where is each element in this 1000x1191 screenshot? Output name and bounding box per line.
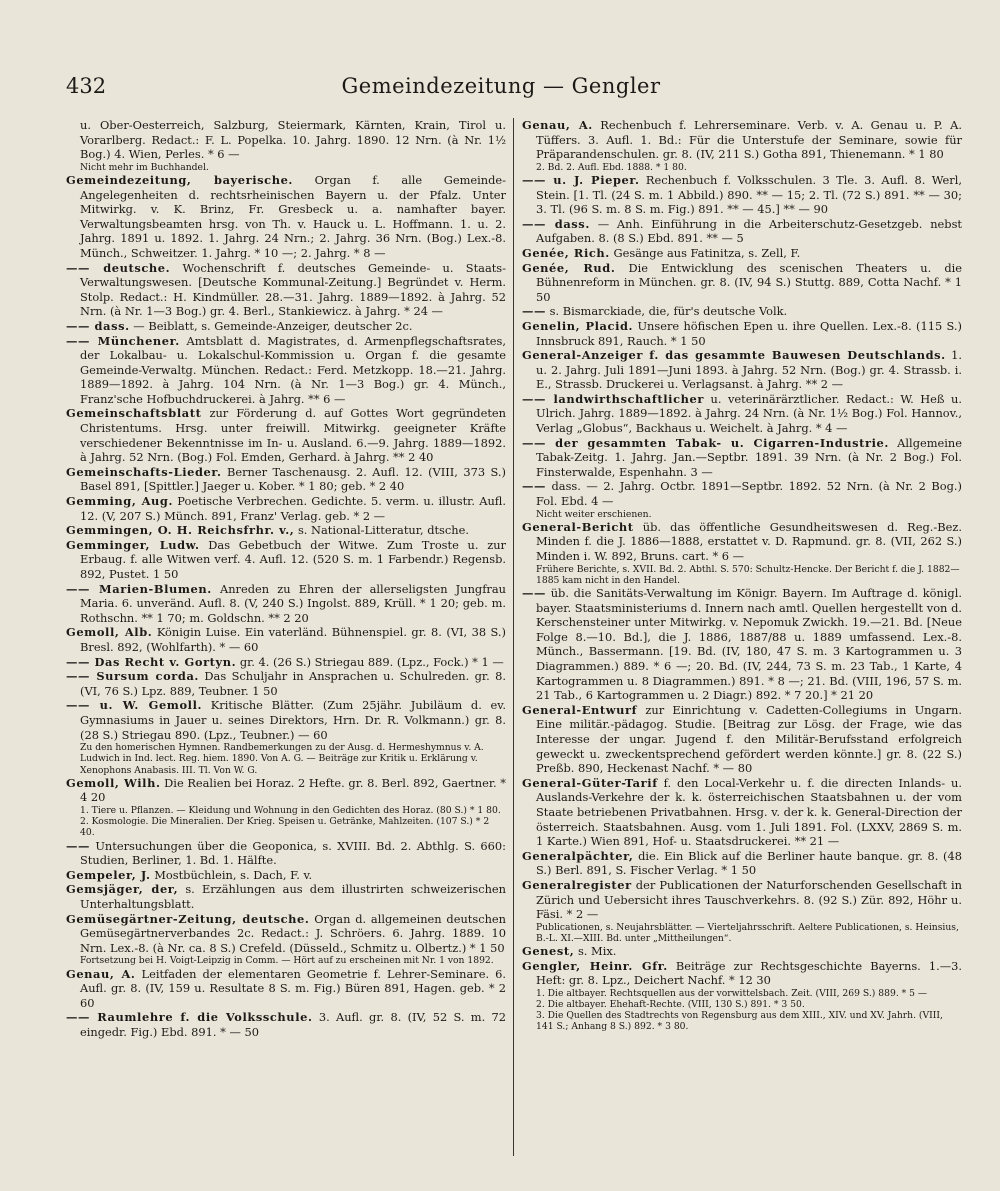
bibliography-entry	[522, 520, 962, 564]
bibliography-entry	[522, 703, 962, 776]
entry-heading: —— dass.	[522, 216, 590, 231]
bibliography-entry	[66, 465, 506, 494]
entry-heading: Gemming, Aug.	[66, 494, 174, 509]
bibliography-entry	[66, 319, 506, 334]
right-column	[522, 118, 962, 1158]
bibliography-entry	[522, 118, 962, 162]
entry-text: Das Gebetbuch der Witwe. Zum Troste u. zur Erbaug. f. alle Witwen verf. 4. Aufl. 12. (520 S. m. 1 Farbendr.) Regensb. 892, Pustet. 1 50	[80, 537, 506, 582]
entry-heading: Gemsjäger, der,	[66, 882, 179, 897]
entry-note: 1. Die altbayer. Rechtsquellen aus der vorwittelsbach. Zeit. (VIII, 269 S.) 889. * 5 —	[536, 987, 928, 999]
bibliography-entry	[522, 348, 962, 392]
entry-heading: Gemminger, Ludw.	[66, 537, 200, 552]
entry-heading: General-Anzeiger f. das gesammte Bauwesen Deutschlands.	[522, 348, 946, 363]
entry-note: 3. Die Quellen des Stadtrechts von Regensburg aus dem XIII., XIV. und XV. Jahrh. (VIII, 141 S.; Anhang 8 S.) 892. * 3 80.	[536, 1010, 943, 1033]
bibliography-entry	[66, 494, 506, 523]
entry-heading: —— dass.	[66, 318, 130, 333]
bibliography-entry	[66, 1010, 506, 1039]
entry-note: Publicationen, s. Neujahrsblätter. — Vierteljahrsschrift. Aeltere Publicationen, s. Heinsius, B.-L. XI.—XIII. Bd. unter „Mittheilungen“.	[536, 921, 959, 944]
entry-text: Rechenbuch f. Volksschulen. 3 Tle. 3. Aufl. 8. Werl, Stein. [1. Tl. (24 S. m. 1 Abbild.) 890. ** — 15; 2. Tl. (72 S.) 891. ** — 30; 3. Tl. (96 S. m. 8 S. m. Fig.) 891. ** — 45.] ** — 90	[536, 172, 962, 217]
entry-note: 1. Tiere u. Pflanzen. — Kleidung und Wohnung in den Gedichten des Horaz. (80 S.) * 1 80.	[80, 804, 501, 816]
entry-text: Organ f. alle Gemeinde-Angelegenheiten d. rechtsrheinischen Bayern u. der Pfalz. Unter Mitwirkg. v. K. Brinz, Fr. Gresbeck u. a. namhafter bayer. Verwaltungsbeamten hrsg. von Th. v. Hauck u. L. Hoffmann. 1. u. 2. Jahrg. 1891 u. 1892. 1. Jahrg. 24 Nrn.; 2. Jahrg. 36 Nrn. (Bog.) Lex.-8. Münch., Schweitzer. 1. Jahrg. * 10 —; 2. Jahrg. * 8 —	[80, 172, 506, 260]
entry-heading: Generalpächter,	[522, 848, 634, 863]
bibliography-entry	[522, 436, 962, 480]
bibliography-entry	[66, 698, 506, 742]
entry-note: 2. Kosmologie. Die Mineralien. Der Krieg. Speisen u. Getränke, Mahlzeiten. (107 S.) * 2 40.	[80, 816, 490, 839]
entry-text: dass. — 2. Jahrg. Octbr. 1891—Septbr. 1892. 52 Nrn. (à Nr. 2 Bog.) Fol. Ebd. 4 —	[536, 479, 962, 509]
entry-heading: Gemeinschaftsblatt	[66, 406, 202, 421]
entry-text: Mostbüchlein, s. Dach, F. v.	[150, 867, 313, 882]
bibliography-entry	[66, 868, 506, 883]
entry-heading: —— Raumlehre f. die Volksschule.	[66, 1010, 313, 1025]
entry-heading: ——	[522, 304, 546, 319]
entry-text: der Publicationen der Naturforschenden Gesellschaft in Zürich und Uebersicht ihres Tauschverkehrs. 8. (92 S.) Zür. 892, Höhr u. Fäsi. * 2 —	[536, 877, 962, 922]
bibliography-entry	[66, 655, 506, 670]
entry-text: — Beiblatt, s. Gemeinde-Anzeiger, deutscher 2c.	[129, 318, 413, 333]
entry-note: 2. Bd. 2. Aufl. Ebd. 1888. * 1 80.	[536, 161, 687, 173]
entry-heading: Gemoll, Alb.	[66, 625, 153, 640]
entry-heading: Gemoll, Wilh.	[66, 775, 161, 790]
entry-heading: Genau, A.	[522, 118, 593, 132]
bibliography-entry	[522, 261, 962, 305]
entry-heading: Genest,	[522, 944, 575, 959]
entry-heading: Generalregister	[522, 877, 632, 892]
entry-heading: ——	[522, 479, 546, 494]
entry-heading: Gemüsegärtner-Zeitung, deutsche.	[66, 911, 310, 926]
bibliography-entry	[66, 776, 506, 805]
entry-text: Anreden zu Ehren der allerseligsten Jungfrau Maria. 6. unveränd. Aufl. 8. (V, 240 S.) Ingolst. 889, Krüll. * 1 20; geb. m. Rothschn. ** 1 70; m. Goldschn. ** 2 20	[80, 581, 506, 625]
entry-text: Wochenschrift f. deutsches Gemeinde- u. Staats-Verwaltungswesen. [Deutsche Kommunal-Zeitung.] Begründet v. Herm. Stolp. Redact.: H. Kindmüller. 28.—31. Jahrg. 1889—1892. à Jahrg. 52 Nrn. (à Nr. 1—3 Bog.) gr. 4. Berl., Stankiewicz. à Jahrg. * 24 —	[80, 260, 506, 319]
entry-text: s. National-Litteratur, dtsche.	[294, 523, 469, 538]
entry-text: Die Entwicklung des scenischen Theaters u. die Bühnenreform in München. gr. 8. (IV, 94 S.) Stuttg. 889, Cotta Nachf. * 1 50	[536, 260, 962, 304]
entry-text: u. veterinärärztlicher. Redact.: W. Heß u. Ulrich. Jahrg. 1889—1892. à Jahrg. 24 Nrn. (à Nr. 1½ Bog.) Fol. Hannov., Verlag „Globus“, Backhaus u. Weichelt. à Jahrg. * 4 —	[536, 391, 962, 436]
entry-heading: —— landwirthschaftlicher	[522, 391, 704, 406]
bibliography-entry	[522, 173, 962, 217]
page-number: 432	[66, 74, 107, 98]
bibliography-entry	[66, 406, 506, 464]
entry-text: 3. Aufl. gr. 8. (IV, 52 S. m. 72 eingedr. Fig.) Ebd. 891. * — 50	[80, 1010, 506, 1039]
entry-heading: General-Bericht	[522, 519, 634, 534]
entry-heading: —— der gesammten Tabak- u. Cigarren-Industrie.	[522, 435, 889, 450]
entry-text: Die Realien bei Horaz. 2 Hefte. gr. 8. Berl. 892, Gaertner. * 4 20	[80, 775, 506, 805]
entry-text: u. Ober-Oesterreich, Salzburg, Steiermark, Kärnten, Krain, Tirol u. Vorarlberg. Redact.: F. L. Popelka. 10. Jahrg. 1890. 12 Nrn. (à Nr. 1½ Bog.) 4. Wien, Perles. * 6 —	[80, 118, 506, 162]
entry-heading: Genée, Rich.	[522, 245, 610, 260]
entry-text: Untersuchungen über die Geoponica, s. XVIII. Bd. 2. Abthlg. S. 660: Studien, Berliner, 1. Bd. 1. Hälfte.	[80, 838, 506, 868]
bibliography-entry	[522, 246, 962, 261]
entry-heading: Gemeinschafts-Lieder.	[66, 464, 222, 479]
entry-text: Unsere höfischen Epen u. ihre Quellen. Lex.-8. (115 S.) Innsbruck 891, Rauch. * 1 50	[536, 318, 962, 348]
entry-note: Nicht weiter erschienen.	[536, 508, 652, 520]
entry-text: Kritische Blätter. (Zum 25jähr. Jubiläum d. ev. Gymnasiums in Jauer u. seines Direktors, Hrn. Dr. R. Volkmann.) gr. 8. (28 S.) Striegau 890. (Lpz., Teubner.) — 60	[80, 698, 506, 742]
entry-text: die. Ein Blick auf die Berliner haute banque. gr. 8. (48 S.) Berl. 891, S. Fischer Verlag. * 1 50	[536, 848, 962, 878]
bibliography-entry	[522, 849, 962, 878]
entry-text: Poetische Verbrechen. Gedichte. 5. verm. u. illustr. Aufl. 12. (V, 207 S.) Münch. 891, Franz' Verlag. geb. * 2 —	[80, 494, 506, 523]
entry-text: Rechenbuch f. Lehrerseminare. Verb. v. A. Genau u. P. A. Tüffers. 3. Aufl. 1. Bd.: Für die Unterstufe der Seminare, sowie für Präparandenschulen. gr. 8. (IV, 211 S.) Gotha 891, Thienemann. * 1 80	[536, 118, 962, 162]
entry-note: Frühere Berichte, s. XVII. Bd. 2. Abthl. S. 570: Schultz-Hencke. Der Bericht f. die J. 1882—1885 kam nicht in den Handel.	[536, 563, 960, 586]
entry-text: Beiträge zur Rechtsgeschichte Bayerns. 1.—3. Heft: gr. 8. Lpz., Deichert Nachf. * 12 30	[536, 958, 962, 988]
entry-note: Fortsetzung bei H. Voigt-Leipzig in Comm. — Hört auf zu erscheinen mit Nr. 1 von 1892.	[80, 955, 494, 967]
entry-text: s. Mix.	[574, 944, 617, 959]
entry-heading: Gemmingen, O. H. Reichsfrhr. v.,	[66, 523, 295, 538]
bibliography-entry	[66, 625, 506, 654]
entry-heading: —— Münchener.	[66, 333, 180, 348]
entry-heading: Gemeindezeitung, bayerische.	[66, 172, 293, 187]
entry-heading: —— u. W. Gemoll.	[66, 698, 203, 713]
left-column	[66, 118, 506, 1158]
entry-note: 2. Die altbayer. Ehehaft-Rechte. (VIII, 130 S.) 891. * 3 50.	[536, 999, 805, 1011]
bibliography-entry	[66, 334, 506, 407]
column-divider	[513, 118, 514, 1156]
bibliography-entry	[66, 839, 506, 868]
bibliography-entry	[66, 967, 506, 1011]
entry-text: Das Schuljahr in Ansprachen u. Schulreden. gr. 8. (VI, 76 S.) Lpz. 889, Teubner. 1 50	[80, 669, 506, 698]
bibliography-entry	[522, 959, 962, 988]
entry-heading: ——	[522, 586, 546, 601]
entry-heading: —— Das Recht v. Gortyn.	[66, 654, 237, 669]
entry-heading: —— u. J. Pieper.	[522, 172, 640, 187]
bibliography-entry	[66, 118, 506, 162]
entry-heading: General-Güter-Tarif	[522, 775, 658, 790]
bibliography-entry	[522, 479, 962, 508]
bibliography-entry	[522, 944, 962, 959]
page-header	[66, 74, 936, 104]
bibliography-entry	[66, 261, 506, 319]
entry-text: s. Erzählungen aus dem illustrirten schweizerischen Unterhaltungsblatt.	[80, 882, 506, 911]
entry-text: Königin Luise. Ein vaterländ. Bühnenspiel. gr. 8. (VI, 38 S.) Bresl. 892, (Wohlfarth). * — 60	[80, 625, 506, 654]
bibliography-entry	[522, 392, 962, 436]
entry-text: Organ d. allgemeinen deutschen Gemüsegärtnerverbandes 2c. Redact.: J. Schröers. 6. Jahrg. 1889. 10 Nrn. Lex.-8. (à Nr. ca. 8 S.) Crefeld. (Düsseld., Schmitz u. Olbertz.) * 1 50	[80, 911, 506, 955]
bibliography-entry	[66, 882, 506, 911]
entry-text: üb. das öffentliche Gesundheitswesen d. Reg.-Bez. Minden f. die J. 1886—1888, erstattet v. D. Rapmund. gr. 8. (VII, 262 S.) Minden i. W. 892, Bruns. cart. * 6 —	[536, 519, 962, 564]
entry-text: Leitfaden der elementaren Geometrie f. Lehrer-Seminare. 6. Aufl. gr. 8. (IV, 159 u. Resultate 8 S. m. Fig.) Büren 891, Hagen. geb. * 2 60	[80, 966, 506, 1010]
entry-text: üb. die Sanitäts-Verwaltung im Königr. Bayern. Im Auftrage d. königl. bayer. Staatsministeriums d. Innern nach amtl. Quellen hergestellt von d. Kerschensteiner unter Mitwirkg. v. Nepomuk Zwickh. 19.—21. Bd. [Neue Folge 8.—10. Bd.], die J. 1886, 1887/88 u. 1889 umfassend. Lex.-8. Münch., Bassermann. [19. Bd. (IV, 180, 47 S. m. 3 Kartogrammen u. 3 Diagrammen.) 889. * 6 —; 20. Bd. (IV, 244, 73 S. m. 23 Tab., 1 Karte, 4 Kartogrammen u. 8 Diagrammen.) 891. * 8 —; 21. Bd. (VIII, 196, 57 S. m. 21 Tab., 6 Kartogrammen u. 2 Diagr.) 892. * 7 20.] * 21 20	[536, 586, 962, 703]
entry-heading: —— Marien-Blumen.	[66, 581, 212, 596]
entry-text: Allgemeine Tabak-Zeitg. 1. Jahrg. Jan.—Septbr. 1891. 39 Nrn. (à Nr. 2 Bog.) Fol. Finsterwalde, Espenhahn. 3 —	[536, 435, 962, 479]
bibliography-entry	[522, 217, 962, 246]
entry-text: Gesänge aus Fatinitza, s. Zell, F.	[609, 245, 801, 260]
entry-text: Amtsblatt d. Magistrates, d. Armenpflegschaftsrates, der Lokalbau- u. Lokalschul-Kommission u. Organ f. die gesamte Gemeinde-Verwaltg. München. Redact.: Ferd. Metzkopp. 18.—21. Jahrg. 1889—1892. à Jahrg. 104 Nrn. (à Nr. 1—3 Bog.) gr. 4. Münch., Franz'sche Hofbuchdruckerei. à Jahrg. ** 6 —	[80, 333, 506, 406]
entry-text: 1. u. 2. Jahrg. Juli 1891—Juni 1893. à Jahrg. 52 Nrn. (Bog.) gr. 4. Strassb. i. E., Strassb. Druckerei u. Verlagsanst. à Jahrg. ** 2 —	[536, 348, 962, 392]
bibliography-entry	[66, 538, 506, 582]
entry-text: s. Bismarckiade, die, für's deutsche Volk.	[545, 304, 788, 319]
bibliography-entry	[66, 912, 506, 956]
entry-heading: Gempeler, J.	[66, 867, 151, 882]
bibliography-entry	[522, 878, 962, 922]
entry-text: f. den Local-Verkehr u. f. die directen Inlands- u. Auslands-Verkehre der k. k. österreichischen Staatsbahnen u. der vom Staate betriebenen Privatbahnen. Hrsg. v. der k. k. General-Direction der österreich. Staatsbahnen. Ausg. vom 1. Juli 1891. Fol. (LXXV, 2869 S. m. 1 Karte.) Wien 891, Hof- u. Staatsdruckerei. ** 21 —	[536, 775, 962, 849]
bibliography-entry	[522, 304, 962, 319]
entry-note: Zu den homerischen Hymnen. Randbemerkungen zu der Ausg. d. Hermeshymnus v. A. Ludwich in Ind. lect. Reg. hiem. 1890. Von A. G. — Beiträge zur Kritik u. Erklärung v. Xenophons Anabasis. III. Tl. Von W. G.	[80, 742, 484, 776]
bibliography-entry	[522, 319, 962, 348]
entry-heading: Genelin, Placid.	[522, 318, 634, 333]
entry-text: — Anh. Einführung in die Arbeiterschutz-Gesetzgeb. nebst Aufgaben. 8. (8 S.) Ebd. 891. ** — 5	[536, 216, 962, 246]
bibliography-entry	[522, 586, 962, 703]
entry-heading: Gengler, Heinr. Gfr.	[522, 958, 668, 973]
entry-heading: ——	[66, 838, 90, 853]
entry-heading: Genau, A.	[66, 966, 136, 981]
bibliography-entry	[522, 776, 962, 849]
running-head: Gemeindezeitung — Gengler	[341, 74, 661, 98]
bibliography-entry	[66, 173, 506, 261]
bibliography-entry	[66, 582, 506, 626]
bibliography-entry	[66, 523, 506, 538]
entry-heading: General-Entwurf	[522, 702, 638, 717]
entry-note: Nicht mehr im Buchhandel.	[80, 161, 209, 173]
bibliography-entry	[66, 669, 506, 698]
entry-text: Berner Taschenausg. 2. Aufl. 12. (VIII, 373 S.) Basel 891, [Spittler.] Jaeger u. Kober. * 1 80; geb. * 2 40	[80, 464, 506, 494]
entry-text: zur Förderung d. auf Gottes Wort gegründeten Christentums. Hrsg. unter freiwill. Mitwirkg. geeigneter Kräfte verschiedener Bekenntnisse im In- u. Ausland. 6.—9. Jahrg. 1889—1892. à Jahrg. 52 Nrn. (Bog.) Fol. Emden, Gerhard. à Jahrg. ** 2 40	[80, 406, 506, 465]
entry-heading: —— deutsche.	[66, 260, 171, 275]
entry-heading: —— Sursum corda.	[66, 669, 199, 684]
entry-text: gr. 4. (26 S.) Striegau 889. (Lpz., Fock.) * 1 —	[236, 654, 504, 669]
entry-text: zur Einrichtung v. Cadetten-Collegiums in Ungarn. Eine militär.-pädagog. Studie. [Beitrag zur Lösg. der Frage, wie das Interesse der ungar. Jugend f. den Militär-Berufsstand erfolgreich geweckt u. zweckentsprechend gefördert werden könnte.] gr. 8. (22 S.) Preßb. 890, Heckenast Nachf. * — 80	[536, 702, 962, 776]
entry-heading: Genée, Rud.	[522, 260, 616, 275]
